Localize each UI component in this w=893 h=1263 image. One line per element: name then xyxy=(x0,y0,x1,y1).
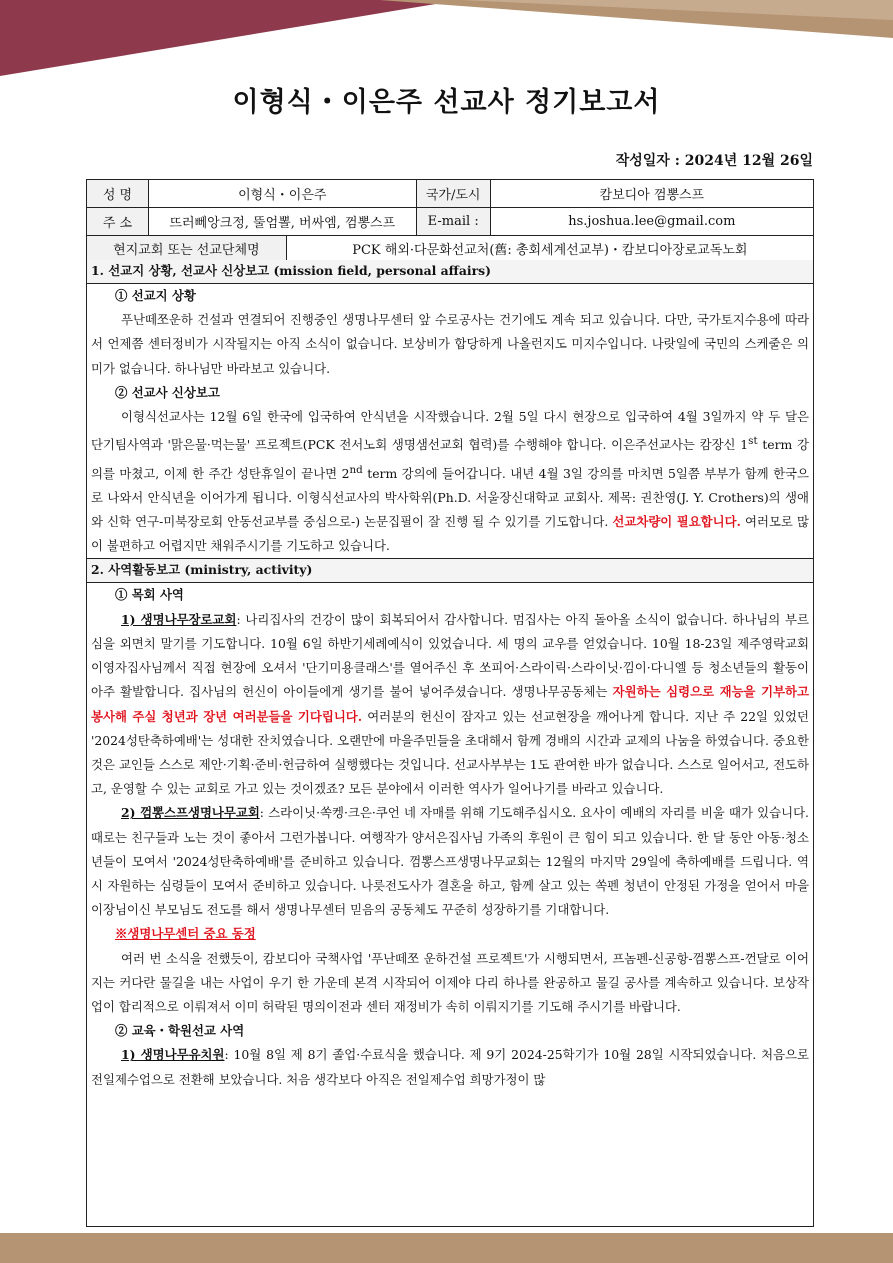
church1-paragraph xyxy=(87,608,813,802)
address-value: 뜨러뻬앙크정, 뚤엄뽈, 버싸엠, 껌뽕스프 xyxy=(148,208,416,236)
church2-paragraph xyxy=(87,801,813,922)
country-value: 캄보디아 껌뽕스프 xyxy=(490,180,813,208)
section1-heading: 1. 선교지 상황, 선교사 신상보고 (mission field, personal affairs) xyxy=(87,260,813,284)
vehicle-need-highlight: 선교차량이 필요합니다. xyxy=(612,514,741,530)
email-value: hs.joshua.lee@gmail.com xyxy=(490,208,813,236)
church1-text-c: 여러분의 헌신이 잠자고 있는 선교현장을 깨어나게 합니다. 지난 주 22일 있었던 '2024성탄축하예배'는 성대한 잔치였습니다. 오랜만에 마을주민들을 초대해서 함께 경배의 시간과 교제의 나눔을 하였습니다. 중요한 것은 교인들 스스로 제안·기획·준비·헌금하여 실행했다는 것입니다. 선교사부부는 1도 관여한 바가 없습니다. 스스로 일어서고, 전도하고, 운영할 수 있는 교회로 가고 있는 것이겠죠? 모든 분야에서 이러한 역사가 일어나기를 바라고 있습니다. xyxy=(91,708,809,797)
country-label: 국가/도시 xyxy=(416,180,490,208)
pa-text-a: 이형식선교사는 12월 6일 한국에 입국하여 안식년을 시작했습니다. 2월 5일 다시 현장으로 입국하여 4월 3일까지 약 두 달은 단기팀사역과 '맑은물·먹는물' 프로젝트(PCK 전서노회 생명샘선교회 협력)를 수행해야 합니다. 이은주선교사는 캄장신 1 xyxy=(91,409,809,453)
info-row-name xyxy=(87,180,814,208)
volunteer-highlight: 자원하는 심령으로 재능을 기부하고 봉사해 주실 청년과 장년 여러분들을 기다립니다. xyxy=(91,684,809,724)
info-row-church xyxy=(87,236,814,261)
church2-text: : 스라이닛·쏙켕·크은·쿠언 네 자매를 위해 기도해주십시오. 요사이 예배의 자리를 비울 때가 있습니다. 때로는 친구들과 노는 것이 좋아서 그런가봅니다. 여행작가 양서은집사님 가족의 후원이 큰 힘이 되고 있습니다. 한 달 동안 아동·청소년들이 모여서 '2024성탄축하예배'를 준비하고 있습니다. 껌뽕스프생명나무교회는 12월의 마지막 29일에 축하예배를 드립니다. 역시 자원하는 심령들이 모여서 준비하고 있습니다. 나릇전도사가 결혼을 하고, 함께 살고 있는 쏙펜 청년이 안정된 가정을 얻어서 마을이장님이신 부모님도 전도를 해서 생명나무센터 믿음의 공동체도 꾸준히 성장하기를 기대합니다. xyxy=(91,805,809,918)
report-body xyxy=(86,260,814,1227)
section2-sub1: ① 목회 사역 xyxy=(115,587,184,603)
email-label: E-mail : xyxy=(416,208,490,236)
section2-sub2: ② 교육・학원선교 사역 xyxy=(115,1023,245,1039)
section1-sub2: ② 선교사 신상보고 xyxy=(115,384,220,400)
church1-text-a: : 나리집사의 건강이 많이 회복되어서 감사합니다. 멈집사는 아직 돌아올 소식이 없습니다. 하나님의 부르심을 외면치 말기를 기도합니다. 10월 6일 하반기세례예식이 있었습니다. 세 명의 교우를 얻었습니다. 10월 18-23일 제주영락교회 이영자집사님께서 직접 현장에 오셔서 '단기미용클래스'를 열어주신 후 쏘피어·스라이릭·스라이닛·낌이·다니엘 등 청소년들의 활동이 아주 활발합니다. 집사님의 헌신이 아이들에게 생기를 불어 넣어주셨습니다. 생명나무공동체는 xyxy=(91,611,809,700)
church-table xyxy=(86,235,814,261)
address-label: 주 소 xyxy=(87,208,149,236)
pa-text-e: 여러모로 많이 불편하고 어렵지만 채워주시기를 기도하고 있습니다. xyxy=(91,514,809,554)
name-value: 이형식・이은주 xyxy=(148,180,416,208)
church-label: 현지교회 또는 선교단체명 xyxy=(87,236,287,261)
pa-sup-2: nd xyxy=(349,463,363,476)
info-row-address xyxy=(87,208,814,236)
pa-text-c: term 강의에 들어갑니다. 내년 4월 3일 강의를 마치면 5일쯤 부부가 함께 한국으로 나와서 안식년을 이어가게 됩니다. 이형식선교사의 박사학위(Ph.D. 서울장신대학교 교회사. 제목: 권찬영(J. Y. Crothers)의 생애와 신학 연구-미북장로회 안동선교부를 중심으로-) 논문집필이 잘 진행 될 수 있기를 기도합니다. xyxy=(91,465,809,530)
church2-label: 2) 껌뽕스프생명나무교회 xyxy=(121,805,260,821)
pa-text-b: term 강의를 마쳤고, 이제 한 주간 성탄휴일이 끝나면 2 xyxy=(91,437,809,481)
center-news-paragraph: 여러 번 소식을 전했듯이, 캄보디아 국책사업 '푸난떼쪼 운하건설 프로젝트'가 시행되면서, 프놈펜-신공항-껌뽕스프-껀달로 이어지는 커다란 물길을 내는 사업이 우기 한 가운데 본격 시작되어 이제야 다리 하나를 완공하고 물길 공사를 계속하고 있습니다. 보상작업이 합리적으로 이뤄져서 이미 허락된 명의이전과 센터 재정비가 속히 이뤄지기를 기도해 주시기를 바랍니다. xyxy=(91,950,809,1014)
report-date: 작성일자 : 2024년 12월 26일 xyxy=(615,153,813,169)
section1-sub1: ① 선교지 상황 xyxy=(115,288,196,303)
kindergarten-label: 1) 생명나무유치원 xyxy=(121,1047,225,1063)
top-banner xyxy=(0,0,893,76)
info-table xyxy=(86,179,814,236)
center-news-note: ※생명나무센터 중요 동정 xyxy=(115,926,256,942)
church-value: PCK 해외·다문화선교처(舊: 총회세계선교부)・캄보디아장로교독노회 xyxy=(286,236,813,261)
bottom-banner xyxy=(0,1233,893,1263)
kindergarten-paragraph xyxy=(87,1043,813,1091)
mission-field-paragraph: 푸난떼쪼운하 건설과 연결되어 진행중인 생명나무센터 앞 수로공사는 건기에도 계속 되고 있습니다. 다만, 국가토지수용에 따라서 언제쯤 센터정비가 시작될지는 아직 소식이 없습니다. 보상비가 합당하게 나올런지도 미지수입니다. 나랏일에 국민의 스케줄은 의미가 없습니다. 하나님만 바라보고 있습니다. xyxy=(91,312,809,376)
pa-sup-1: st xyxy=(748,435,758,448)
page-title: 이형식・이은주 선교사 정기보고서 xyxy=(232,87,661,118)
personal-affairs-paragraph xyxy=(87,405,813,558)
section2-heading: 2. 사역활동보고 (ministry, activity) xyxy=(87,558,813,583)
church1-label: 1) 생명나무장로교회 xyxy=(121,611,237,627)
kindergarten-text: : 10월 8일 제 8기 졸업·수료식을 했습니다. 제 9기 2024-25학기가 10월 28일 시작되었습니다. 처음으로 전일제수업으로 전환해 보았습니다. 처음 생각보다 아직은 전일제수업 희망가정이 많 xyxy=(91,1047,809,1087)
name-label: 성 명 xyxy=(87,180,149,208)
